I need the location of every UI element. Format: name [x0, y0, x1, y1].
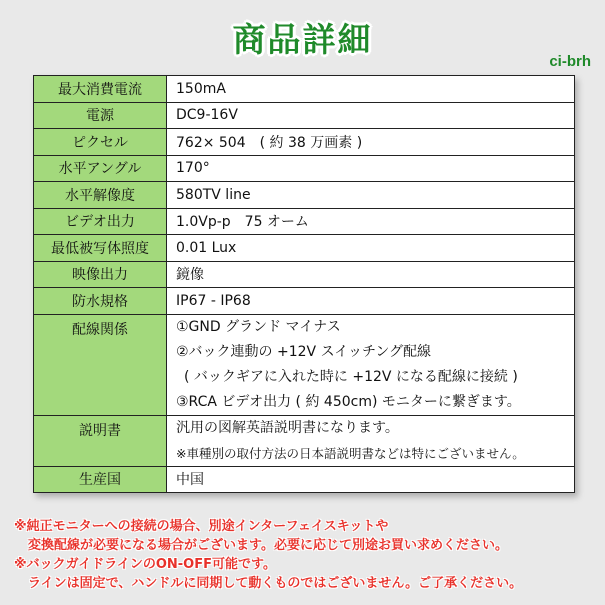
spec-value: 762× 504 ( 約 38 万画素 ) [167, 129, 575, 156]
note-line: ラインは固定で、ハンドルに同期して動くものではございません。ご了承ください。 [28, 576, 523, 591]
manual-note: ※車種別の取付方法の日本語説明書などは特にございません。 [176, 445, 525, 461]
spec-value [167, 314, 575, 415]
spec-row-manual [34, 415, 575, 466]
wiring-line: ③RCA ビデオ出力 ( 約 450cm) モニターに繋ぎます。 [176, 393, 521, 410]
spec-label: ピクセル [34, 129, 167, 156]
spec-row-waterproof [34, 288, 575, 315]
spec-label: 最大消費電流 [34, 76, 167, 103]
brand-label: ci-brh [549, 53, 591, 70]
wiring-line: ①GND グランド マイナス [176, 318, 341, 335]
manual-label: 説明書 [79, 422, 121, 439]
spec-value: 0.01 Lux [167, 235, 575, 262]
notes [14, 517, 594, 593]
spec-row-resolution [34, 182, 575, 209]
spec-value: 1.0Vp-p 75 オーム [167, 208, 575, 235]
spec-label [34, 415, 167, 466]
note-line: ※純正モニターへの接続の場合、別途インターフェイスキットや [14, 519, 389, 534]
spec-value: IP67 - IP68 [167, 288, 575, 315]
spec-value: 鏡像 [167, 261, 575, 288]
spec-value: 150mA [167, 76, 575, 103]
spec-label: 生産国 [34, 466, 167, 493]
note-line: 変換配線が必要になる場合がございます。必要に応じて別途お買い求めください。 [28, 538, 508, 553]
wiring-label: 配線関係 [72, 321, 128, 338]
spec-row-pixels [34, 129, 575, 156]
spec-table [33, 75, 575, 493]
spec-row-origin [34, 466, 575, 493]
spec-label: ビデオ出力 [34, 208, 167, 235]
spec-row-max-current [34, 76, 575, 103]
spec-label: 最低被写体照度 [34, 235, 167, 262]
spec-label: 水平解像度 [34, 182, 167, 209]
spec-value: 170° [167, 155, 575, 182]
wiring-line: ②バック連動の +12V スイッチング配線 [176, 343, 432, 360]
spec-row-power [34, 102, 575, 129]
spec-label: 水平アングル [34, 155, 167, 182]
spec-row-image-output [34, 261, 575, 288]
page-title: 商品詳細 [232, 20, 373, 59]
spec-value: DC9-16V [167, 102, 575, 129]
note-line: ※バックガイドラインのON-OFF可能です。 [14, 557, 276, 572]
spec-label: 防水規格 [34, 288, 167, 315]
spec-value: 中国 [167, 466, 575, 493]
wiring-line: ( バックギアに入れた時に +12V になる配線に接続 ) [184, 368, 518, 385]
spec-row-wiring [34, 314, 575, 415]
spec-row-video-output [34, 208, 575, 235]
spec-label [34, 314, 167, 415]
spec-label: 映像出力 [34, 261, 167, 288]
spec-value [167, 415, 575, 466]
spec-row-angle [34, 155, 575, 182]
spec-label: 電源 [34, 102, 167, 129]
spec-row-min-illumination [34, 235, 575, 262]
manual-line: 汎用の図解英語説明書になります。 [176, 419, 399, 436]
spec-value: 580TV line [167, 182, 575, 209]
